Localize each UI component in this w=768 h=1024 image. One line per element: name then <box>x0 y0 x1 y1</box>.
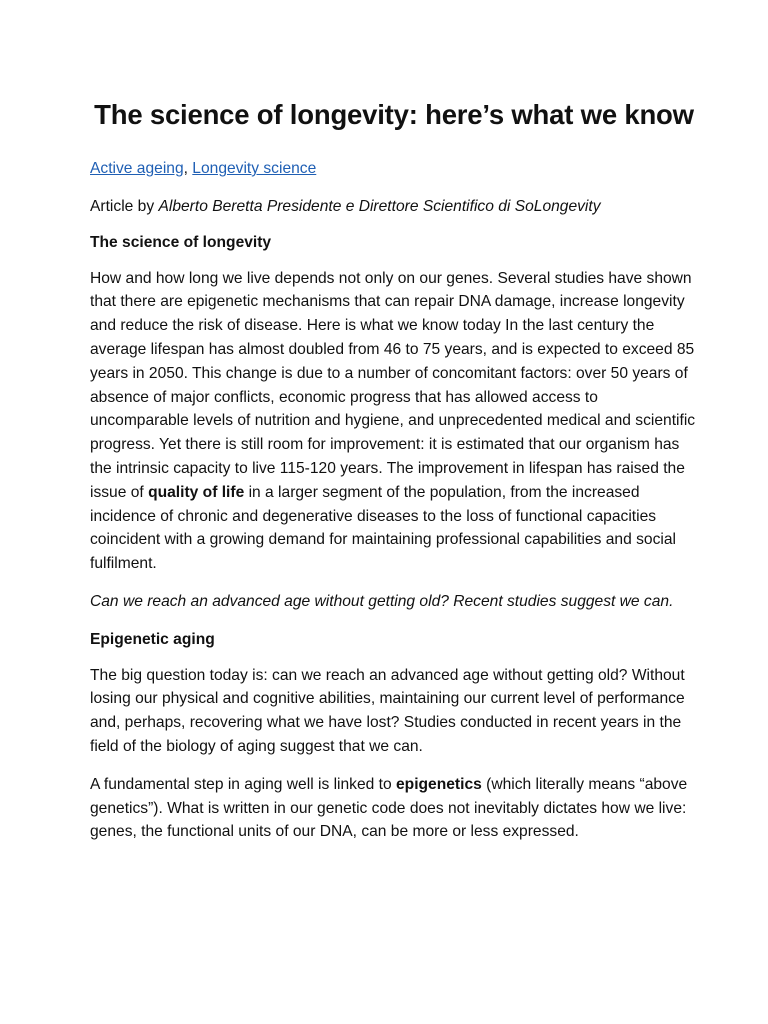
paragraph-epigenetics <box>90 773 698 844</box>
byline-author: Alberto Beretta Presidente e Direttore Scientifico di SoLongevity <box>158 198 601 215</box>
category-separator: , <box>183 160 193 177</box>
italic-question: Can we reach an advanced age without getting old? Recent studies suggest we can. <box>90 592 674 610</box>
bold-term-quality-of-life: quality of life <box>148 483 245 501</box>
category-links <box>90 157 698 181</box>
byline <box>90 195 698 219</box>
paragraph-longevity-intro <box>90 267 698 576</box>
article-title: The science of longevity: here’s what we know <box>94 99 694 130</box>
paragraph-text: (which literally means “above genetics”). What is written in our genetic code does not inevitably dictates how we live: genes, the functional units of our DNA, can be more or less expressed. <box>90 775 688 841</box>
section-heading-science-of-longevity: The science of longevity <box>90 233 272 251</box>
paragraph-big-question: The big question today is: can we reach an advanced age without getting old? Without losing our physical and cognitive abilities, maintaining our current level of performance and, perhaps, recovering what we have lost? Studies conducted in recent years in the field of the biology of aging suggest that we can. <box>90 666 685 755</box>
paragraph-text: How and how long we live depends not only on our genes. Several studies have shown that there are epigenetic mechanisms that can repair DNA damage, increase longevity and reduce the risk of disease. Here is what we know today In the last century the average lifespan has almost doubled from 46 to 75 years, and is expected to exceed 85 years in 2050. This change is due to a number of concomitant factors: over 50 years of absence of major conflicts, economic progress that has allowed access to uncomparable levels of nutrition and hygiene, and unprecedented medical and scientific progress. Yet there is still room for improvement: it is estimated that our organism has the intrinsic capacity to live 115-120 years. The improvement in lifespan has raised the issue of <box>90 269 696 501</box>
paragraph-text: in a larger segment of the population, from the increased incidence of chronic and degenerative diseases to the loss of functional capacities coincident with a growing demand for maintaining professional capabilities and social fulfilment. <box>90 483 676 573</box>
category-link-longevity-science[interactable]: Longevity science <box>192 160 317 177</box>
category-link-active-ageing[interactable]: Active ageing <box>90 160 184 177</box>
bold-term-epigenetics: epigenetics <box>396 775 482 793</box>
byline-prefix: Article by <box>90 198 159 215</box>
section-heading-epigenetic-aging: Epigenetic aging <box>90 630 215 648</box>
paragraph-text: A fundamental step in aging well is linked to <box>90 775 396 793</box>
